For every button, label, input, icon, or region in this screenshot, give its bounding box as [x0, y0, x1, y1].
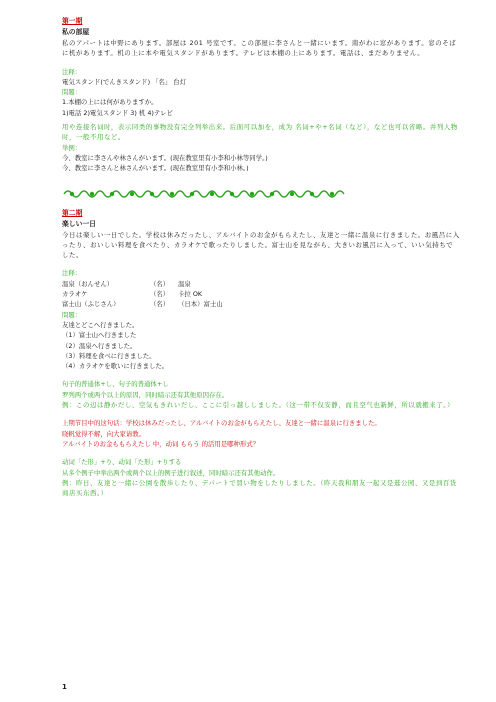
lesson-2-title: 楽しい一日: [62, 219, 96, 228]
answer-option-3: （3）料理を食べに行きました。: [62, 351, 156, 360]
vocab-pos: （名）: [150, 290, 170, 299]
review-comment: 晓帆觉得不解，向大家请教。: [62, 429, 146, 438]
page-number: 1: [62, 683, 67, 691]
lesson-2-heading: 第二期: [62, 208, 83, 217]
example-2: 今、教室に李さんと林さんがいます。(现在教室里有小李和小林。): [62, 164, 249, 173]
review-prompt: 上期节目中的这句话：学校は休みだったし、アルバイトのお金がもらえたし、友達と一緒に温泉に行きました。: [62, 419, 381, 428]
question-text: 1.本棚の上には何がありますか。: [62, 98, 158, 107]
question-text-2: 友達とどこへ行きました。: [62, 320, 139, 329]
grammar-example-1: 例：この辺は静かだし、空気もきれいだし、ここに引っ越ししました。（这一带不仅安静，而且空气也新鲜，所以就搬来了。）: [62, 401, 455, 410]
question-label-2: 問題：: [62, 310, 82, 319]
grammar-heading-1: 句子的普通体+し、句子的普通体+し: [62, 380, 169, 389]
vocab-pos: （名）: [150, 279, 170, 288]
answer-option-1: （1）富士山へ行きました: [62, 331, 137, 340]
vocab-word: カラオケ: [62, 290, 88, 299]
grammar-note: 用や连接名词时，表示同类的事物没有完全列举出来。后面可以加を，成为 名词+や+名词（など），など也可以省略。并列人物时，一般不用など。: [62, 123, 458, 142]
lesson-1-title: 私の部屋: [62, 28, 90, 36]
grammar-desc-1: 罗列两个或两个以上的原因，同时暗示还有其他原因存在。: [62, 390, 229, 399]
note-label-2: 注释：: [62, 269, 82, 278]
lesson-2-text: 今日は楽しい一日でした。学校は休みだったし、アルバイトのお金がもらえたし、友達と一緒に温泉に行きました。お風呂に入ったり、おいしい料理を食べたり、カラオケで歌ったりしました。富士山を見ながら、大きいお風呂に入って、いい気持ちでした。: [62, 230, 460, 260]
floral-divider-ornament: [62, 188, 362, 200]
vocab-line: 電気スタンド(でんきスタンド) 「名」 台灯: [62, 77, 187, 86]
vocab-row-3: [62, 299, 460, 309]
example-label: 举例：: [62, 143, 82, 152]
vocab-row-1: [62, 279, 460, 289]
vocab-meaning: 卡拉 OK: [178, 290, 203, 299]
vocab-meaning: （日本）富士山: [178, 300, 223, 309]
review-question: アルバイトのお金ももらえたし 中，动词 もらう 的活用是哪种形式？: [62, 439, 260, 448]
lesson-1-heading: 第一期: [62, 17, 83, 25]
answer-option-2: （2）温泉へ行きました。: [62, 341, 137, 350]
grammar-desc-2: 从多个例子中举出两个或两个以上的例子进行叙述，同时暗示还有其他动作。: [62, 468, 280, 477]
note-label: 注释：: [62, 67, 82, 76]
document-body: [62, 16, 460, 498]
vocab-meaning: 温泉: [178, 279, 191, 288]
lesson-1-text: 私のアパートは中野にあります。部屋は 201 号室です。この部屋に李さんと一緒にいます。南がわに窓があります。窓のそばに机があります。机の上に本や電気スタンドがあります。テレビは本棚の上にあります。電話は、まだありません。: [62, 39, 457, 58]
question-label: 問題：: [62, 88, 82, 97]
question-choices: 1)電話 2)電気スタンド 3) 机 4)テレビ: [62, 108, 173, 117]
answer-option-4: （4）カラオケを歌いに行きました。: [62, 362, 169, 371]
grammar-example-2: 例：昨日、友達と一緒に公園を散歩したり、デパートで買い物をしたりしました。（昨天我和朋友一起又是逛公园、又是到百货商店买东西。）: [62, 478, 457, 498]
vocab-word: 富士山（ふじさん）: [62, 300, 120, 309]
grammar-heading-2: 动词「た形」+り、动词「た形」+りする: [62, 458, 182, 467]
vocab-pos: （名）: [150, 300, 170, 309]
vocab-word: 温泉（おんせん）: [62, 279, 114, 288]
example-1: 今、教室に李さんや林さんがいます。(现在教室里有小李和小林等同学。): [62, 153, 268, 162]
vocab-row-2: [62, 289, 460, 299]
